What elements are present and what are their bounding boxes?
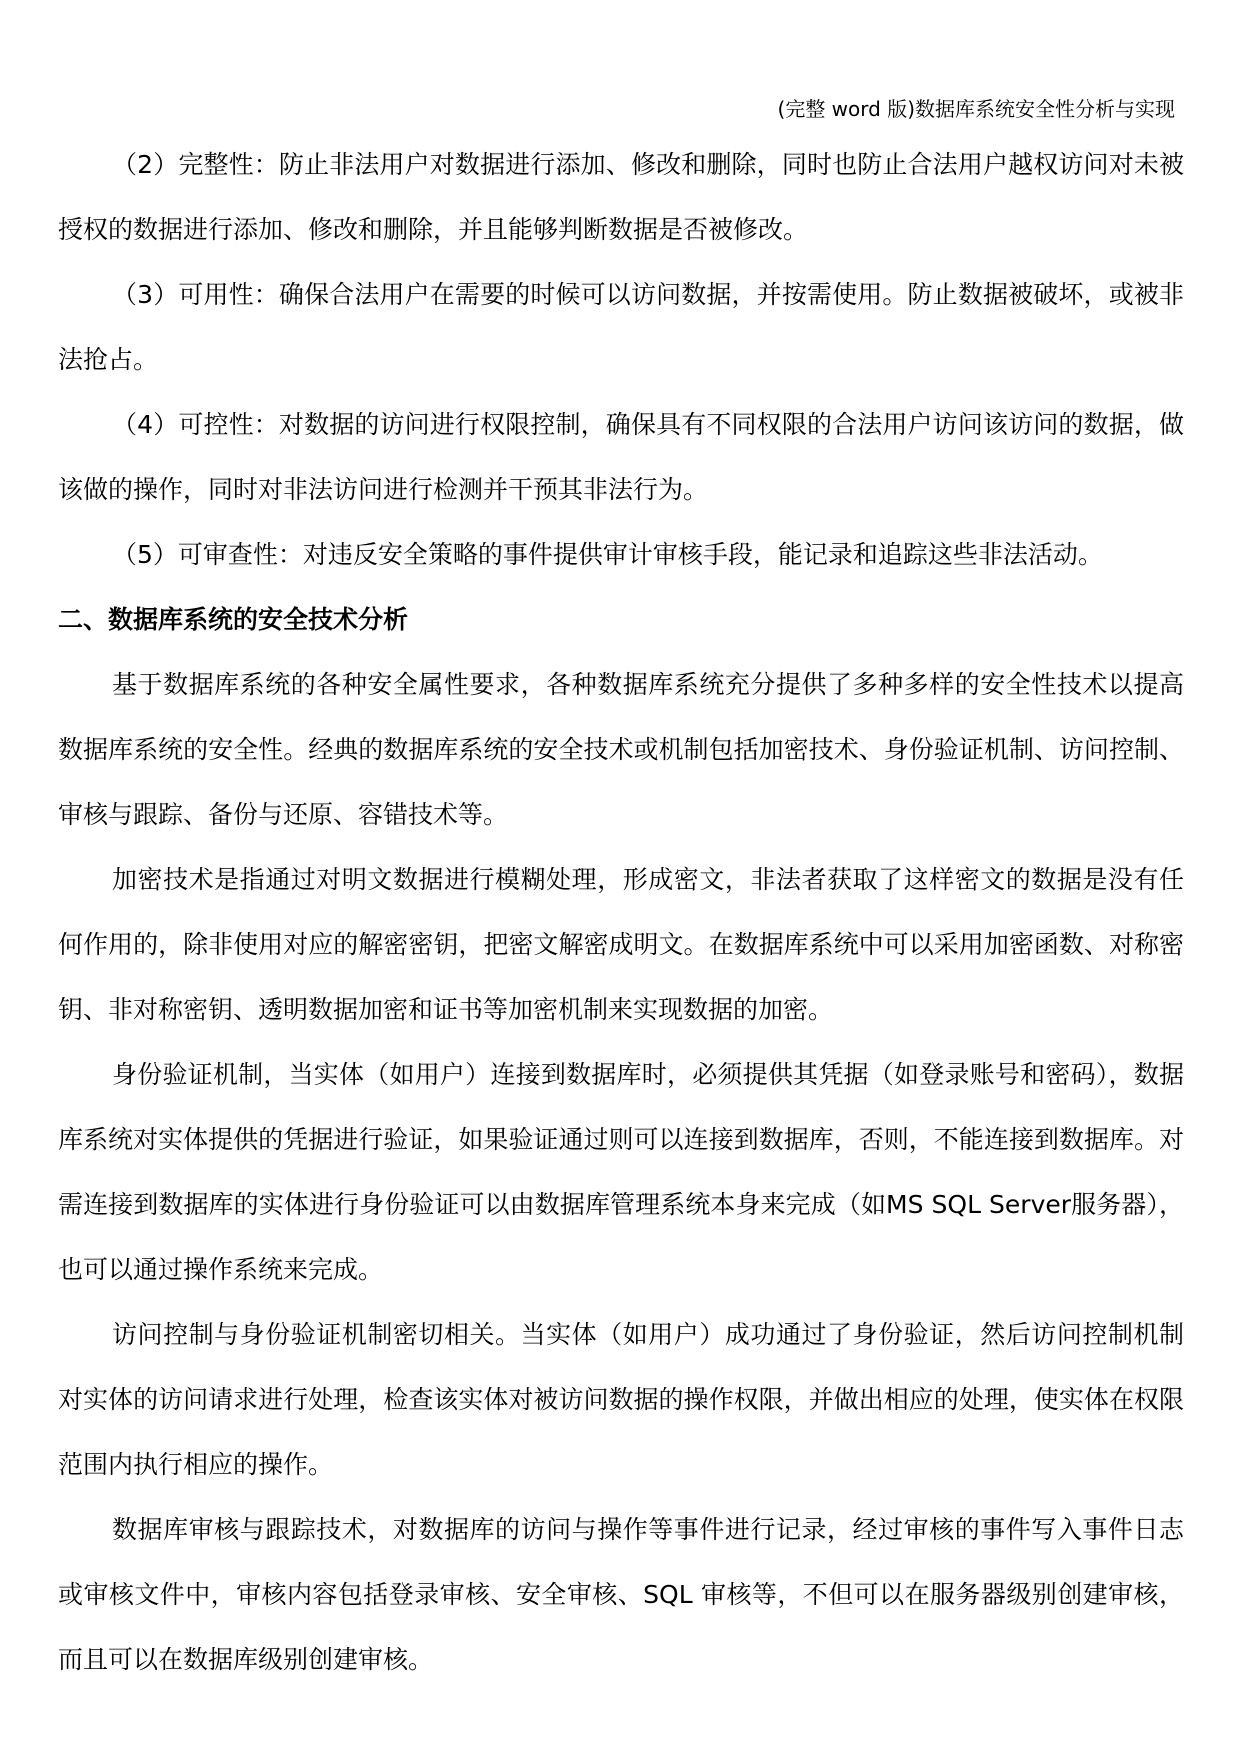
paragraph-integrity: （2）完整性：防止非法用户对数据进行添加、修改和删除，同时也防止合法用户越权访问对未被授权的数据进行添加、修改和删除，并且能够判断数据是否被修改。 [58, 150, 1184, 244]
paragraph-availability: （3）可用性：确保合法用户在需要的时候可以访问数据，并按需使用。防止数据被破坏，或被非法抢占。 [58, 280, 1184, 374]
paragraph-authentication: 身份验证机制，当实体（如用户）连接到数据库时，必须提供其凭据（如登录账号和密码），数据库系统对实体提供的凭据进行验证，如果验证通过则可以连接到数据库，否则，不能连接到数据库。对需连接到数据库的实体进行身份验证可以由数据库管理系统本身来完成（如MS SQL Server服务器），也可以通过操作系统来完成。 [58, 1060, 1184, 1284]
paragraph-access-control: 访问控制与身份验证机制密切相关。当实体（如用户）成功通过了身份验证，然后访问控制机制对实体的访问请求进行处理，检查该实体对被访问数据的操作权限，并做出相应的处理，使实体在权限范围内执行相应的操作。 [58, 1320, 1184, 1479]
paragraph-audit-tracking: 数据库审核与跟踪技术，对数据库的访问与操作等事件进行记录，经过审核的事件写入事件日志或审核文件中，审核内容包括登录审核、安全审核、SQL 审核等，不但可以在服务器级别创建审核，而且可以在数据库级别创建审核。 [58, 1515, 1184, 1674]
paragraph-controllability: （4）可控性：对数据的访问进行权限控制，确保具有不同权限的合法用户访问该访问的数据，做该做的操作，同时对非法访问进行检测并干预其非法行为。 [58, 410, 1184, 504]
section-heading: 二、数据库系统的安全技术分析 [58, 605, 409, 634]
paragraph-auditability: （5）可审查性：对违反安全策略的事件提供审计审核手段，能记录和追踪这些非法活动。 [112, 540, 1103, 569]
running-header: (完整 word 版)数据库系统安全性分析与实现 [777, 97, 1175, 121]
paragraph-security-overview: 基于数据库系统的各种安全属性要求，各种数据库系统充分提供了多种多样的安全性技术以提高数据库系统的安全性。经典的数据库系统的安全技术或机制包括加密技术、身份验证机制、访问控制、审核与跟踪、备份与还原、容错技术等。 [58, 670, 1184, 829]
paragraph-encryption: 加密技术是指通过对明文数据进行模糊处理，形成密文，非法者获取了这样密文的数据是没有任何作用的，除非使用对应的解密密钥，把密文解密成明文。在数据库系统中可以采用加密函数、对称密钥、非对称密钥、透明数据加密和证书等加密机制来实现数据的加密。 [58, 865, 1184, 1024]
document-body [58, 132, 1184, 1692]
